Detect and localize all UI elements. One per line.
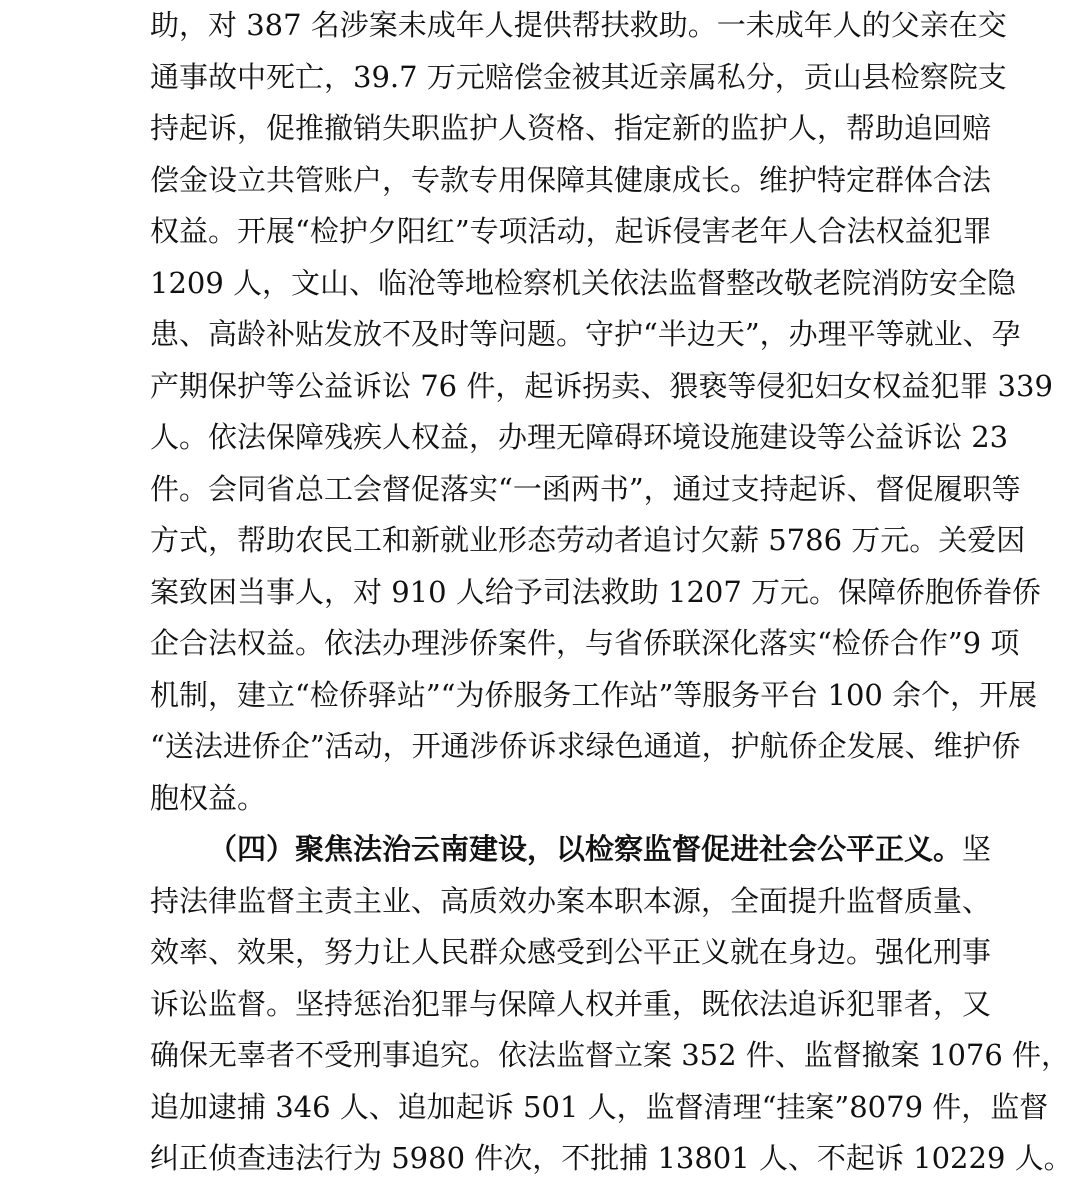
paragraph-line: 案致困当事人，对 910 人给予司法救助 1207 万元。保障侨胞侨眷侨 xyxy=(150,574,1042,609)
paragraph-line: 助，对 387 名涉案未成年人提供帮扶救助。一未成年人的父亲在交 xyxy=(150,8,1007,42)
section-heading: （四）聚焦法治云南建设，以检察监督促进社会公平正义。 xyxy=(208,832,963,866)
paragraph-line: 偿金设立共管账户，专款专用保障其健康成长。维护特定群体合法 xyxy=(150,162,992,197)
paragraph-line: 权益。开展“检护夕阳红”专项活动，起诉侵害老年人合法权益犯罪 xyxy=(150,214,992,248)
paragraph-line: 持法律监督主责主业、高质效办案本职本源，全面提升监督质量、 xyxy=(150,883,992,918)
paragraph-line: 纠正侦查违法行为 5980 件次，不批捕 13801 人、不起诉 10229 人。 xyxy=(150,1141,1073,1175)
paragraph-line: 诉讼监督。坚持惩治犯罪与保障人权并重，既依法追诉犯罪者，又 xyxy=(150,986,992,1021)
section-heading-line xyxy=(150,824,992,876)
paragraph-line: 患、高龄补贴发放不及时等问题。守护“半边天”，办理平等就业、孕 xyxy=(150,317,1021,351)
document-body xyxy=(150,0,1073,1185)
paragraph-line: 通事故中死亡，39.7 万元赔偿金被其近亲属私分，贡山县检察院支 xyxy=(150,59,1007,94)
paragraph-line: 方式，帮助农民工和新就业形态劳动者追讨欠薪 5786 万元。关爱因 xyxy=(150,523,1026,557)
paragraph-line: 件。会同省总工会督促落实“一函两书”，通过支持起诉、督促履职等 xyxy=(150,471,1021,506)
paragraph-line: 胞权益。 xyxy=(150,780,267,815)
paragraph-line: 产期保护等公益诉讼 76 件，起诉拐卖、猥亵等侵犯妇女权益犯罪 339 xyxy=(150,368,1053,403)
paragraph-line: “送法进侨企”活动，开通涉侨诉求绿色通道，护航侨企发展、维护侨 xyxy=(150,729,1021,763)
paragraph-line: 企合法权益。依法办理涉侨案件，与省侨联深化落实“检侨合作”9 项 xyxy=(150,626,1020,660)
paragraph-line-start: 坚 xyxy=(962,832,992,866)
paragraph-line: 人。依法保障残疾人权益，办理无障碍环境设施建设等公益诉讼 23 xyxy=(150,420,1009,454)
paragraph-line: 机制，建立“检侨驿站”“为侨服务工作站”等服务平台 100 余个，开展 xyxy=(150,677,1038,712)
paragraph-line: 持起诉，促推撤销失职监护人资格、指定新的监护人，帮助追回赔 xyxy=(150,111,992,145)
paragraph-line: 确保无辜者不受刑事追究。依法监督立案 352 件、监督撤案 1076 件， xyxy=(150,1038,1071,1072)
paragraph-line: 效率、效果，努力让人民群众感受到公平正义就在身边。强化刑事 xyxy=(150,935,992,969)
paragraph-line: 追加逮捕 346 人、追加起诉 501 人，监督清理“挂案”8079 件，监督 xyxy=(150,1089,1049,1124)
paragraph-line: 1209 人，文山、临沧等地检察机关依法监督整改敬老院消防安全隐 xyxy=(150,265,1017,300)
